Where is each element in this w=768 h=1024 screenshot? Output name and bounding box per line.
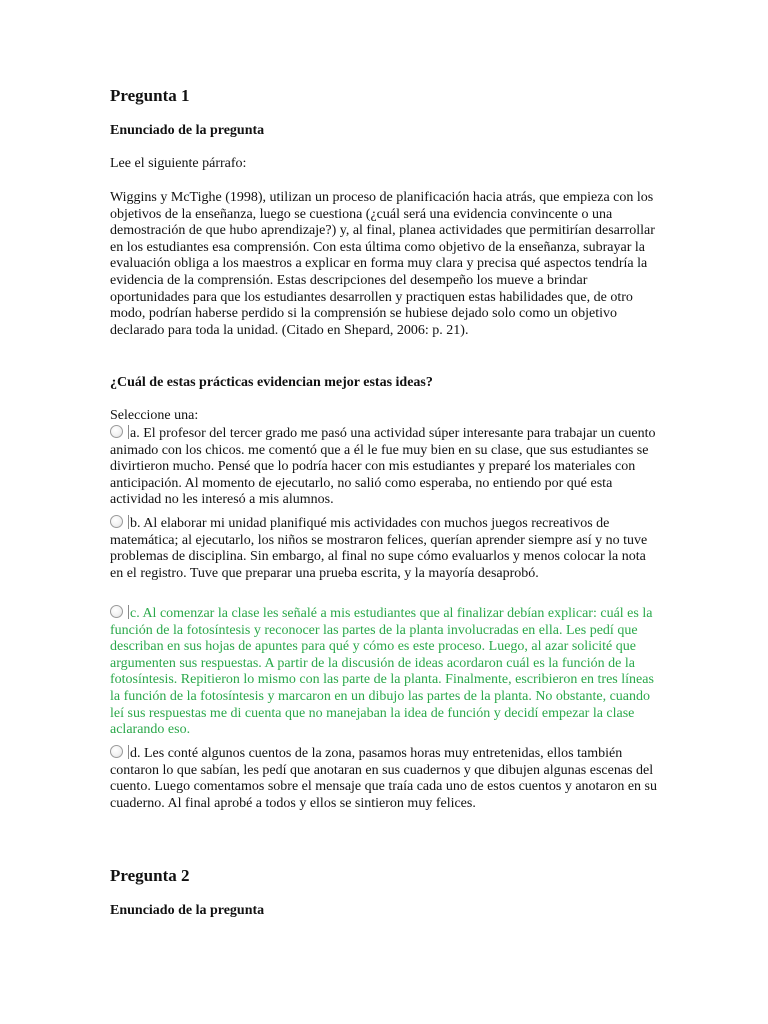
option-b-text: b. Al elaborar mi unidad planifiqué mis actividades con muchos juegos recreativos de matemática; al ejecutarlo, los niños se mostraron felices, querían aprender siempre así y no tuve problemas de disciplina. Sin embargo, al final no supe cómo evaluarlos y menos colocar la nota en el registro. Tuve que preparar una prueba escrita, y la mayoría desaprobó. bbox=[110, 516, 648, 581]
option-b[interactable] bbox=[110, 515, 658, 582]
option-c[interactable] bbox=[110, 605, 658, 739]
radio-button-icon[interactable] bbox=[110, 515, 123, 528]
option-a-text: a. El profesor del tercer grado me pasó una actividad súper interesante para trabajar un cuento animado con los chicos. me comentó que a él le fue muy bien en su clase, que sus estudiantes se divirtieron mucho. Pensé que lo podría hacer con mis estudiantes y preparé los materiales con anticipación. Al momento de ejecutarlo, no salió como esperaba, no entiendo por qué esta actividad no les interesó a mis alumnos. bbox=[110, 426, 656, 508]
text-cursor-icon bbox=[128, 515, 129, 529]
text-cursor-icon bbox=[128, 605, 129, 619]
option-d-text: d. Les conté algunos cuentos de la zona, pasamos horas muy entretenidas, ellos también contaron lo que sabían, les pedí que anotaran en sus cuadernos y que dibujen algunas escenas del cuento. Luego comentamos sobre el mensaje que traía cada uno de estos cuentos y anotaron en su cuaderno. Al final aprobé a todos y ellos se sintieron muy felices. bbox=[110, 746, 657, 811]
option-d[interactable] bbox=[110, 745, 658, 812]
question-1-title: Pregunta 1 bbox=[110, 86, 190, 105]
question-1-statement-label: Enunciado de la pregunta bbox=[110, 123, 265, 138]
question-1-prompt: ¿Cuál de estas prácticas evidencian mejor estas ideas? bbox=[110, 375, 433, 390]
radio-button-icon[interactable] bbox=[110, 745, 123, 758]
question-2-title: Pregunta 2 bbox=[110, 866, 190, 885]
radio-button-icon[interactable] bbox=[110, 605, 123, 618]
option-a[interactable] bbox=[110, 425, 658, 509]
select-one-label: Seleccione una: bbox=[110, 408, 199, 423]
text-cursor-icon bbox=[128, 425, 129, 439]
question-2-statement-label: Enunciado de la pregunta bbox=[110, 903, 265, 918]
radio-button-icon[interactable] bbox=[110, 425, 123, 438]
option-c-text: c. Al comenzar la clase les señalé a mis estudiantes que al finalizar debían explicar: cuál es la función de la fotosíntesis y reconocer las partes de la planta involucradas en ella. Les pedí que describan en sus hojas de apuntes para qué y cómo es este proceso. Luego, al azar solicité que argumenten sus respuestas. A partir de la discusión de ideas acordaron cuál es la función de la fotosíntesis. Repitieron lo mismo con las parte de la planta. Finalmente, escribieron en tres líneas la función de la fotosíntesis y marcaron en un dibujo las partes de la planta. No obstante, cuando leí sus respuestas me di cuenta que no manejaban la idea de función y decidí empezar la clase aclarando eso. bbox=[110, 606, 654, 738]
question-1-intro: Lee el siguiente párrafo: bbox=[110, 156, 247, 171]
question-1-paragraph: Wiggins y McTighe (1998), utilizan un proceso de planificación hacia atrás, que empieza con los objetivos de la enseñanza, luego se cuestiona (¿cuál será una evidencia convincente o una demostración de que hubo aprendizaje?) y, al final, planea actividades que permitirían desarrollar en los estudiantes esa comprensión. Con esta última como objetivo de la enseñanza, subrayar la evaluación obliga a los maestros a explicar en forma muy clara y precisa qué aspectos tendría la evidencia de la comprensión. Estas descripciones del desempeño los mueve a brindar oportunidades para que los estudiantes desarrollen y practiquen estas habilidades que, de otro modo, podrían haberse perdido si la comprensión se hubiese dejado solo como un objetivo declarado para toda la unidad. (Citado en Shepard, 2006: p. 21). bbox=[110, 190, 655, 338]
text-cursor-icon bbox=[128, 745, 129, 759]
